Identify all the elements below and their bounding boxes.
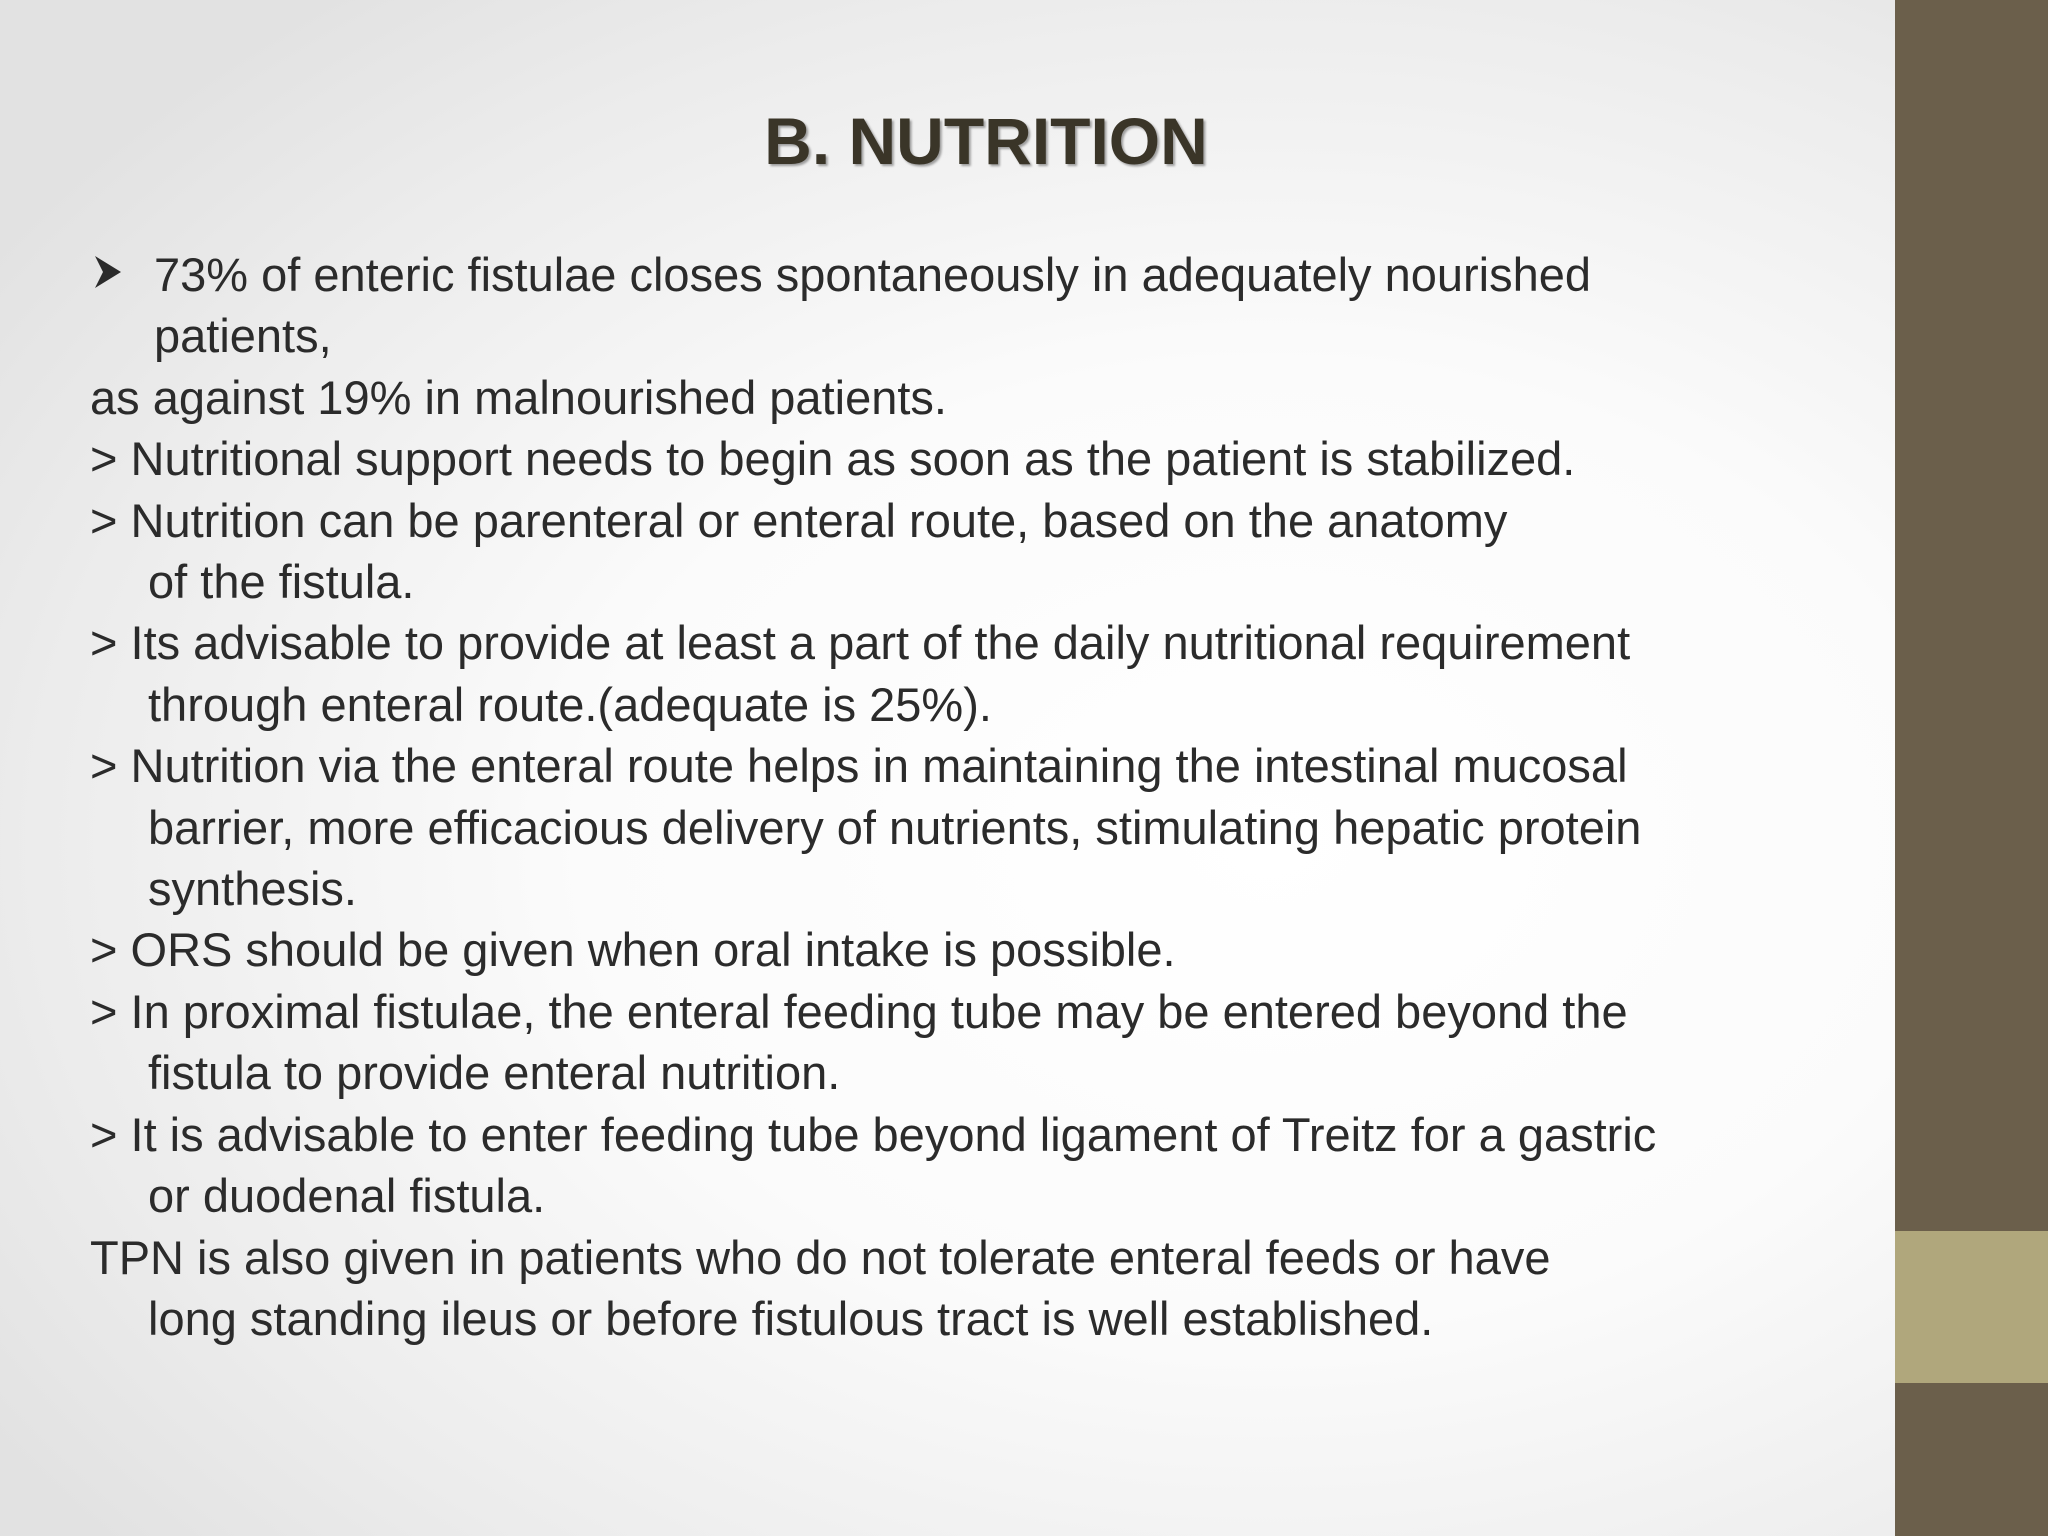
body-line: > In proximal fistulae, the enteral feeding tube may be entered beyond the: [90, 984, 1628, 1038]
sidebar-accent-band: [1895, 1231, 2048, 1383]
body-line: patients,: [154, 309, 332, 363]
body-line: as against 19% in malnourished patients.: [90, 370, 947, 424]
body-line: > Nutrition can be parenteral or enteral route, based on the anatomy: [90, 493, 1508, 547]
body-line: > It is advisable to enter feeding tube beyond ligament of Treitz for a gastric: [90, 1107, 1657, 1161]
slide-title: B. NUTRITION: [764, 104, 1208, 178]
body-line: long standing ileus or before fistulous tract is well established.: [148, 1291, 1434, 1345]
body-line: fistula to provide enteral nutrition.: [148, 1046, 841, 1100]
body-line: barrier, more efficacious delivery of nutrients, stimulating hepatic protein: [148, 800, 1642, 854]
body-line: of the fistula.: [148, 555, 415, 609]
body-line: TPN is also given in patients who do not tolerate enteral feeds or have: [90, 1230, 1551, 1284]
slide-body: [90, 244, 1890, 1349]
body-line: > Nutrition via the enteral route helps in maintaining the intestinal mucosal: [90, 739, 1628, 793]
body-line: > Its advisable to provide at least a part of the daily nutritional requirement: [90, 616, 1631, 670]
body-line: through enteral route.(adequate is 25%).: [148, 677, 992, 731]
body-line: synthesis.: [148, 862, 357, 916]
body-line: > Nutritional support needs to begin as soon as the patient is stabilized.: [90, 432, 1576, 486]
body-line: > ORS should be given when oral intake is possible.: [90, 923, 1176, 977]
body-line: or duodenal fistula.: [148, 1169, 546, 1223]
bullet-line: [90, 244, 1890, 305]
body-line: 73% of enteric fistulae closes spontaneously in adequately nourished: [154, 248, 1592, 301]
arrow-bullet-icon: [93, 254, 123, 290]
